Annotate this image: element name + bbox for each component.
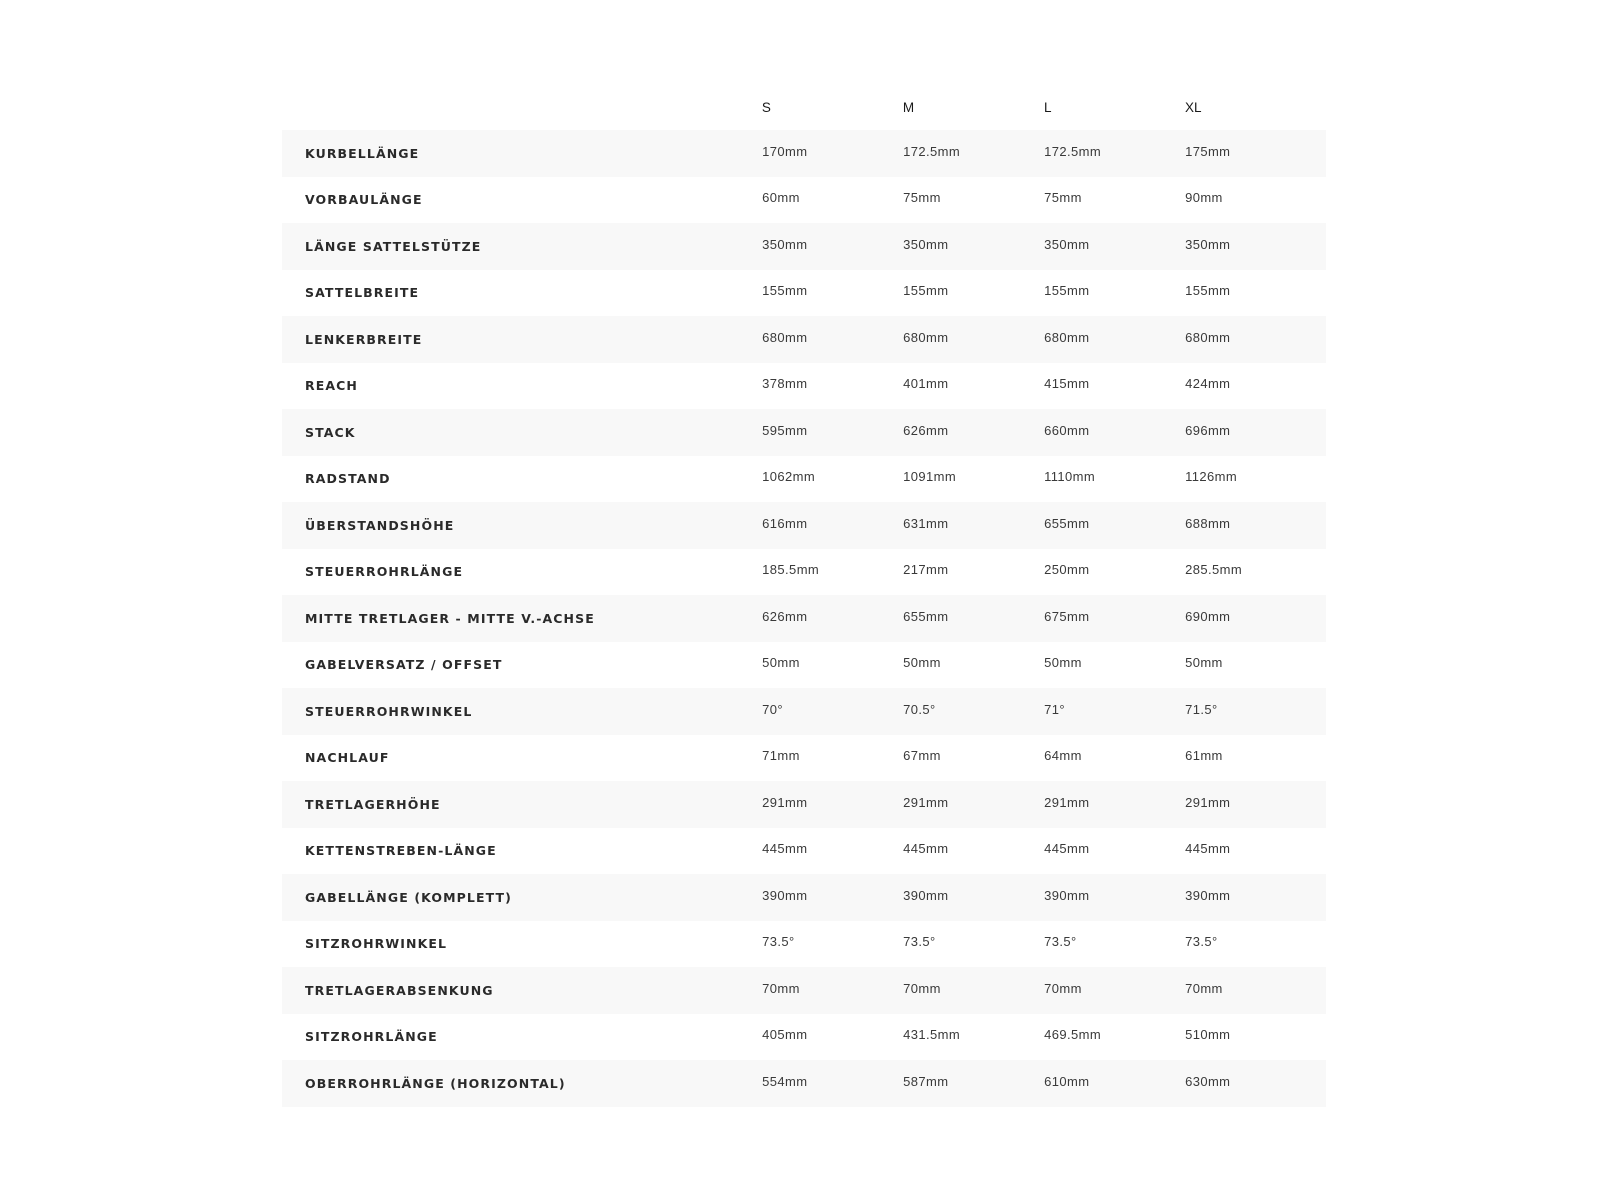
value-cell-m: 67mm bbox=[903, 748, 941, 764]
row-label: VORBAULÄNGE bbox=[305, 192, 423, 208]
row-label: STEUERROHRLÄNGE bbox=[305, 564, 464, 580]
value-cell-m: 1091mm bbox=[903, 469, 957, 485]
value-cell-s: 73.5° bbox=[762, 934, 795, 950]
value-cell-m: 350mm bbox=[903, 236, 949, 252]
value-cell-l: 660mm bbox=[1044, 422, 1090, 438]
value-cell-m: 70.5° bbox=[903, 701, 936, 717]
value-cell-l: 155mm bbox=[1044, 283, 1090, 299]
value-cell-m: 172.5mm bbox=[903, 143, 961, 159]
value-cell-l: 655mm bbox=[1044, 515, 1090, 531]
value-cell-s: 60mm bbox=[762, 190, 800, 206]
table-row bbox=[282, 223, 1326, 270]
row-label: STACK bbox=[305, 424, 356, 440]
value-cell-s: 626mm bbox=[762, 608, 808, 624]
size-header-l: L bbox=[1043, 99, 1052, 115]
value-cell-m: 390mm bbox=[903, 887, 949, 903]
row-label: KETTENSTREBEN-LÄNGE bbox=[305, 843, 497, 859]
row-label: MITTE TRETLAGER - MITTE V.-ACHSE bbox=[305, 610, 595, 626]
value-cell-m: 626mm bbox=[903, 422, 949, 438]
value-cell-m: 445mm bbox=[903, 841, 949, 857]
table-row bbox=[282, 316, 1326, 363]
row-label: TRETLAGERABSENKUNG bbox=[305, 982, 494, 998]
value-cell-xl: 285.5mm bbox=[1185, 562, 1243, 578]
geometry-table bbox=[282, 82, 1326, 1107]
row-label: SITZROHRLÄNGE bbox=[305, 1029, 438, 1045]
value-cell-xl: 71.5° bbox=[1185, 701, 1218, 717]
value-cell-l: 415mm bbox=[1044, 376, 1090, 392]
value-cell-s: 50mm bbox=[762, 655, 800, 671]
value-cell-l: 250mm bbox=[1044, 562, 1090, 578]
table-row bbox=[282, 595, 1326, 642]
value-cell-xl: 73.5° bbox=[1185, 934, 1218, 950]
table-row bbox=[282, 642, 1326, 689]
value-cell-l: 1110mm bbox=[1044, 469, 1096, 485]
value-cell-m: 631mm bbox=[903, 515, 949, 531]
row-label: ÜBERSTANDSHÖHE bbox=[305, 517, 455, 533]
value-cell-xl: 90mm bbox=[1185, 190, 1223, 206]
value-cell-s: 445mm bbox=[762, 841, 808, 857]
value-cell-xl: 155mm bbox=[1185, 283, 1231, 299]
value-cell-s: 170mm bbox=[762, 143, 808, 159]
table-row bbox=[282, 735, 1326, 782]
row-label: STEUERROHRWINKEL bbox=[305, 703, 473, 719]
value-cell-l: 291mm bbox=[1044, 794, 1090, 810]
value-cell-l: 445mm bbox=[1044, 841, 1090, 857]
table-row bbox=[282, 502, 1326, 549]
row-label: KURBELLÄNGE bbox=[305, 145, 420, 161]
value-cell-xl: 175mm bbox=[1185, 143, 1231, 159]
value-cell-s: 71mm bbox=[762, 748, 800, 764]
value-cell-s: 155mm bbox=[762, 283, 808, 299]
value-cell-s: 291mm bbox=[762, 794, 808, 810]
value-cell-l: 610mm bbox=[1044, 1073, 1090, 1089]
value-cell-l: 350mm bbox=[1044, 236, 1090, 252]
value-cell-xl: 688mm bbox=[1185, 515, 1231, 531]
table-row bbox=[282, 874, 1326, 921]
row-label: NACHLAUF bbox=[305, 750, 390, 766]
value-cell-xl: 424mm bbox=[1185, 376, 1231, 392]
value-cell-xl: 630mm bbox=[1185, 1073, 1231, 1089]
value-cell-xl: 680mm bbox=[1185, 329, 1231, 345]
table-row bbox=[282, 409, 1326, 456]
value-cell-l: 75mm bbox=[1044, 190, 1082, 206]
table-row bbox=[282, 456, 1326, 503]
row-label: TRETLAGERHÖHE bbox=[305, 796, 441, 812]
value-cell-l: 73.5° bbox=[1044, 934, 1077, 950]
table-row bbox=[282, 130, 1326, 177]
value-cell-l: 71° bbox=[1044, 701, 1065, 717]
row-label: RADSTAND bbox=[305, 471, 391, 487]
value-cell-s: 378mm bbox=[762, 376, 808, 392]
value-cell-s: 595mm bbox=[762, 422, 808, 438]
row-label: OBERROHRLÄNGE (HORIZONTAL) bbox=[305, 1075, 566, 1091]
value-cell-l: 675mm bbox=[1044, 608, 1090, 624]
value-cell-xl: 70mm bbox=[1185, 980, 1223, 996]
value-cell-m: 680mm bbox=[903, 329, 949, 345]
value-cell-xl: 696mm bbox=[1185, 422, 1231, 438]
value-cell-l: 50mm bbox=[1044, 655, 1082, 671]
value-cell-s: 616mm bbox=[762, 515, 808, 531]
value-cell-m: 401mm bbox=[903, 376, 949, 392]
value-cell-l: 680mm bbox=[1044, 329, 1090, 345]
value-cell-m: 291mm bbox=[903, 794, 949, 810]
value-cell-xl: 690mm bbox=[1185, 608, 1231, 624]
table-row bbox=[282, 921, 1326, 968]
value-cell-m: 70mm bbox=[903, 980, 941, 996]
value-cell-xl: 50mm bbox=[1185, 655, 1223, 671]
value-cell-s: 70° bbox=[762, 701, 784, 717]
value-cell-xl: 61mm bbox=[1185, 748, 1223, 764]
value-cell-xl: 510mm bbox=[1185, 1027, 1231, 1043]
value-cell-l: 172.5mm bbox=[1044, 143, 1102, 159]
table-row bbox=[282, 967, 1326, 1014]
value-cell-l: 390mm bbox=[1044, 887, 1090, 903]
value-cell-l: 469.5mm bbox=[1044, 1027, 1102, 1043]
value-cell-l: 64mm bbox=[1044, 748, 1082, 764]
size-header-xl: XL bbox=[1184, 99, 1202, 115]
table-row bbox=[282, 1014, 1326, 1061]
value-cell-m: 155mm bbox=[903, 283, 949, 299]
value-cell-xl: 1126mm bbox=[1185, 469, 1238, 485]
table-row bbox=[282, 688, 1326, 735]
table-row bbox=[282, 828, 1326, 875]
row-label: GABELVERSATZ / OFFSET bbox=[305, 657, 503, 673]
row-label: REACH bbox=[305, 378, 358, 394]
value-cell-m: 50mm bbox=[903, 655, 941, 671]
value-cell-xl: 350mm bbox=[1185, 236, 1231, 252]
value-cell-s: 1062mm bbox=[762, 469, 816, 485]
value-cell-s: 350mm bbox=[762, 236, 808, 252]
table-row bbox=[282, 1060, 1326, 1107]
value-cell-m: 587mm bbox=[903, 1073, 949, 1089]
size-header-s: S bbox=[761, 99, 771, 115]
value-cell-s: 390mm bbox=[762, 887, 808, 903]
value-cell-xl: 291mm bbox=[1185, 794, 1231, 810]
table-header-row bbox=[282, 82, 1326, 130]
value-cell-m: 75mm bbox=[903, 190, 941, 206]
table-row bbox=[282, 270, 1326, 317]
value-cell-xl: 390mm bbox=[1185, 887, 1231, 903]
value-cell-m: 73.5° bbox=[903, 934, 936, 950]
value-cell-s: 185.5mm bbox=[762, 562, 820, 578]
value-cell-m: 217mm bbox=[903, 562, 949, 578]
value-cell-s: 680mm bbox=[762, 329, 808, 345]
value-cell-m: 431.5mm bbox=[903, 1027, 961, 1043]
size-header-m: M bbox=[902, 99, 915, 115]
row-label: SATTELBREITE bbox=[305, 285, 420, 301]
value-cell-s: 70mm bbox=[762, 980, 800, 996]
table-row bbox=[282, 781, 1326, 828]
value-cell-s: 405mm bbox=[762, 1027, 808, 1043]
row-label: SITZROHRWINKEL bbox=[305, 936, 448, 952]
value-cell-m: 655mm bbox=[903, 608, 949, 624]
table-row bbox=[282, 363, 1326, 410]
value-cell-s: 554mm bbox=[762, 1073, 808, 1089]
row-label: GABELLÄNGE (KOMPLETT) bbox=[305, 889, 512, 905]
row-label: LENKERBREITE bbox=[305, 331, 423, 347]
value-cell-xl: 445mm bbox=[1185, 841, 1231, 857]
table-row bbox=[282, 549, 1326, 596]
table-row bbox=[282, 177, 1326, 224]
row-label: LÄNGE SATTELSTÜTZE bbox=[305, 238, 482, 254]
table-body bbox=[282, 130, 1326, 1107]
value-cell-l: 70mm bbox=[1044, 980, 1082, 996]
